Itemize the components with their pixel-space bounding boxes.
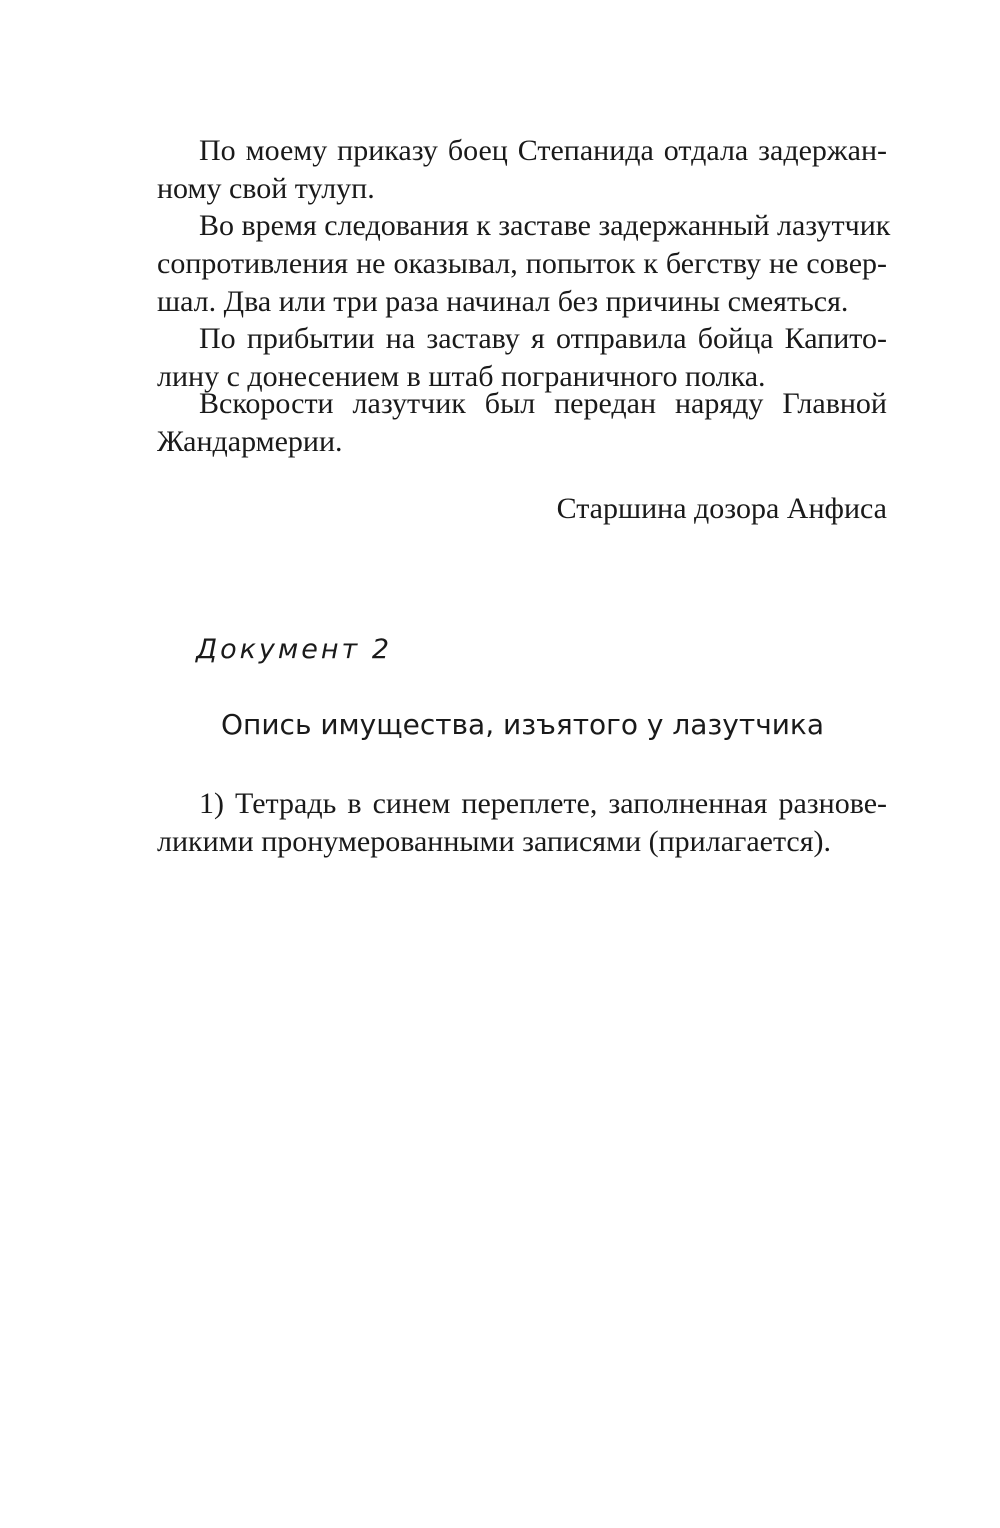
text-line: лину с донесением в штаб пограничного полка. <box>157 360 766 393</box>
text-line: шал. Два или три раза начинал без причины смеяться. <box>157 285 849 318</box>
inventory-item-1 <box>157 785 887 861</box>
paragraph-4 <box>157 385 887 461</box>
text-line: По прибытии на заставу я отправила бойца Капито- <box>199 322 887 355</box>
paragraph-2 <box>157 207 891 321</box>
text-line: Вскорости лазутчик был передан наряду Главной <box>199 387 887 420</box>
text-line: 1) Тетрадь в синем переплете, заполненная разнове- <box>199 787 887 820</box>
text-line: Во время следования к заставе задержанный лазутчик <box>199 209 891 242</box>
signature: Старшина дозора Анфиса <box>556 492 887 525</box>
text-line: сопротивления не оказывал, попыток к бегству не совер- <box>157 247 887 280</box>
text-line: По моему приказу боец Степанида отдала задержан- <box>199 134 887 167</box>
text-line: ному свой тулуп. <box>157 172 375 205</box>
document-label: Документ 2 <box>196 634 393 665</box>
text-line: Жандармерии. <box>157 425 343 458</box>
document-title: Опись имущества, изъятого у лазутчика <box>221 708 824 741</box>
paragraph-1 <box>157 132 887 208</box>
text-line: ликими пронумерованными записями (прилагается). <box>157 825 832 858</box>
